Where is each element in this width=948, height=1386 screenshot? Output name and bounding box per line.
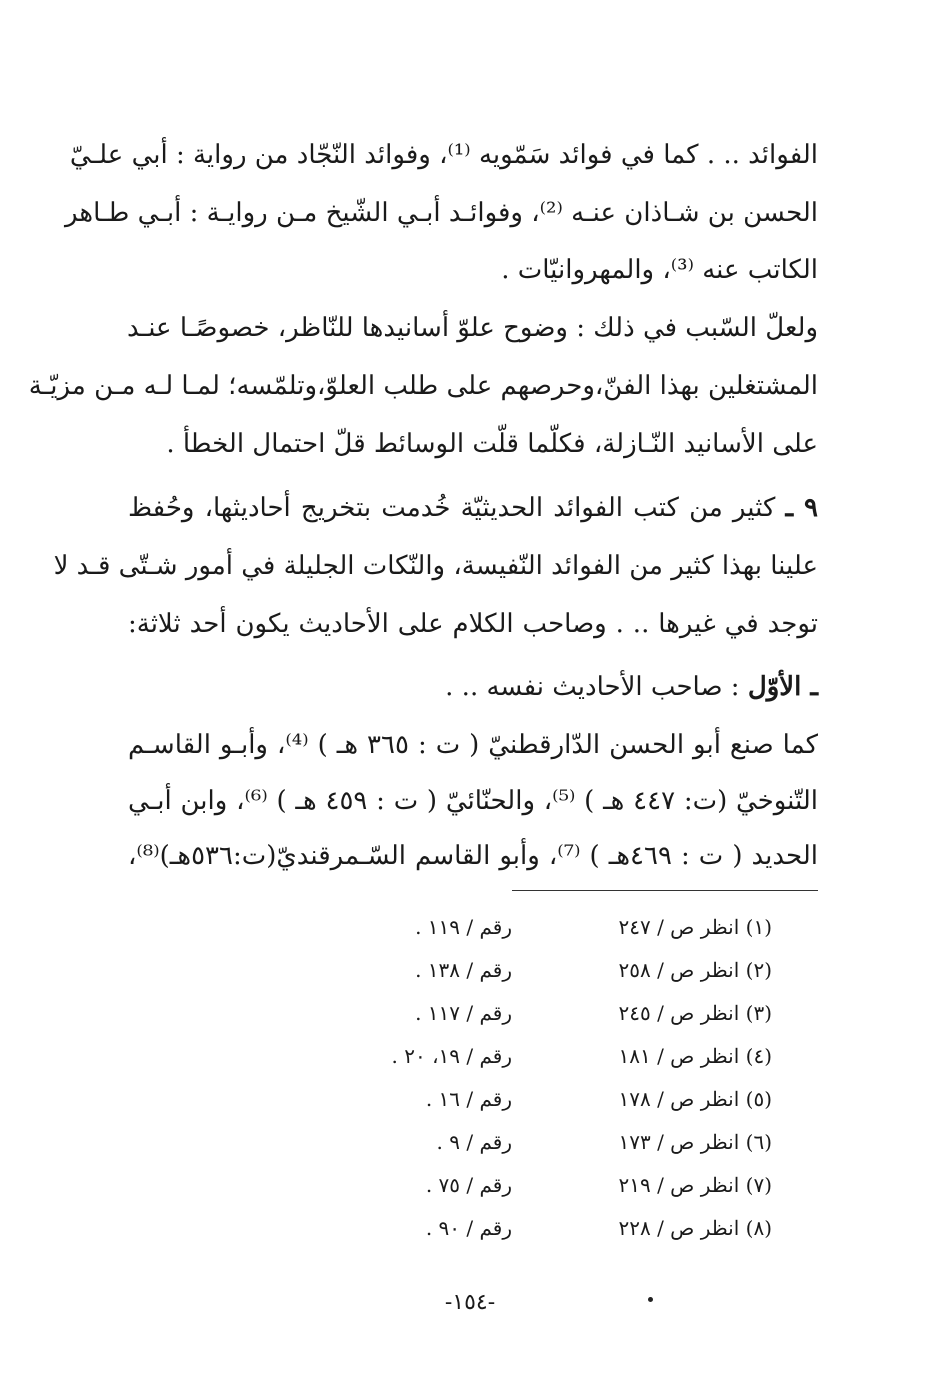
body-line: الحديد ( ت : ٤٦٩هـ ) ⁽⁷⁾، وأبو القاسم السّـمرقنديّ(ت:٥٣٦هـ)⁽⁸⁾،	[128, 841, 818, 871]
footnote-num: رقم / ١٣٨ .	[415, 958, 512, 982]
body-line: الكاتب عنه ⁽³⁾، والمهروانيّات .	[501, 255, 818, 285]
footnote-num: رقم / ٩ .	[436, 1130, 512, 1154]
body-line: الفوائد .. . كما في فوائد سَمّويه ⁽¹⁾، وفوائد النّجّاد من رواية : أبي علـيّ	[69, 140, 818, 170]
footnote-num: رقم / ٩٠ .	[425, 1216, 512, 1240]
body-line: كما صنع أبو الحسن الدّارقطنيّ ( ت : ٣٦٥ هـ ) ⁽⁴⁾، وأبـو القاسـم	[128, 730, 819, 760]
footnote-num: رقم / ١٩، ٢٠ .	[391, 1044, 512, 1068]
body-line: ولعلّ السّبب في ذلك : وضوح علوّ أسانيدها للنّاظر، خصوصًـا عنـد	[126, 313, 818, 343]
body-line: علينا بهذا كثير من الفوائد النّفيسة، والنّكات الجليلة في أمور شـتّى قـد لا	[53, 551, 818, 581]
body-line: التّنوخيّ (ت: ٤٤٧ هـ ) ⁽⁵⁾، والحنّائيّ ( ت : ٤٥٩ هـ ) ⁽⁶⁾، وابن أبـي	[128, 786, 819, 816]
numbered-paragraph-line	[128, 488, 818, 528]
footnote-ref: (٢) انظر ص / ٢٥٨	[618, 958, 772, 982]
footnote-num: رقم / ٧٥ .	[425, 1173, 512, 1197]
paragraph-number: ٩ ـ	[785, 493, 819, 523]
body-line: على الأسانيد النّـازلة، فكلّما قلّت الوسائط قلّ احتمال الخطأ .	[166, 429, 818, 459]
body-line: توجد في غيرها .. . وصاحب الكلام على الأحاديث يكون أحد ثلاثة:	[128, 609, 818, 639]
footnote-ref: (٧) انظر ص / ٢١٩	[618, 1173, 772, 1197]
subheading-text: : صاحب الأحاديث نفسه .. .	[445, 672, 740, 702]
footnote-num: رقم / ١٦ .	[425, 1087, 512, 1111]
page-dot	[648, 1297, 653, 1302]
footnote-ref: (٣) انظر ص / ٢٤٥	[618, 1001, 772, 1025]
footnote-ref: (٦) انظر ص / ١٧٣	[618, 1130, 772, 1154]
page-number: -١٥٤-	[444, 1290, 496, 1315]
subheading-line	[128, 667, 818, 707]
footnote-ref: (١) انظر ص / ٢٤٧	[618, 915, 772, 939]
subheading-label: ـ الأوّل	[747, 672, 818, 702]
footnote-separator	[512, 890, 818, 891]
body-line: المشتغلين بهذا الفنّ،وحرصهم على طلب العلوّ،وتلمّسه؛ لمـا لـه مـن مزيّـة	[28, 371, 818, 401]
footnote-ref: (٤) انظر ص / ١٨١	[618, 1044, 772, 1068]
body-text: كثير من كتب الفوائد الحديثيّة خُدمت بتخريج أحاديثها، وحُفظ	[128, 493, 776, 523]
body-line: الحسن بن شـاذان عنـه ⁽²⁾، وفوائـد أبـي الشّيخ مـن روايـة : أبـي طـاهر	[65, 198, 818, 228]
footnote-num: رقم / ١١٩ .	[415, 915, 512, 939]
footnote-num: رقم / ١١٧ .	[415, 1001, 512, 1025]
footnote-ref: (٥) انظر ص / ١٧٨	[618, 1087, 772, 1111]
footnote-ref: (٨) انظر ص / ٢٢٨	[618, 1216, 772, 1240]
